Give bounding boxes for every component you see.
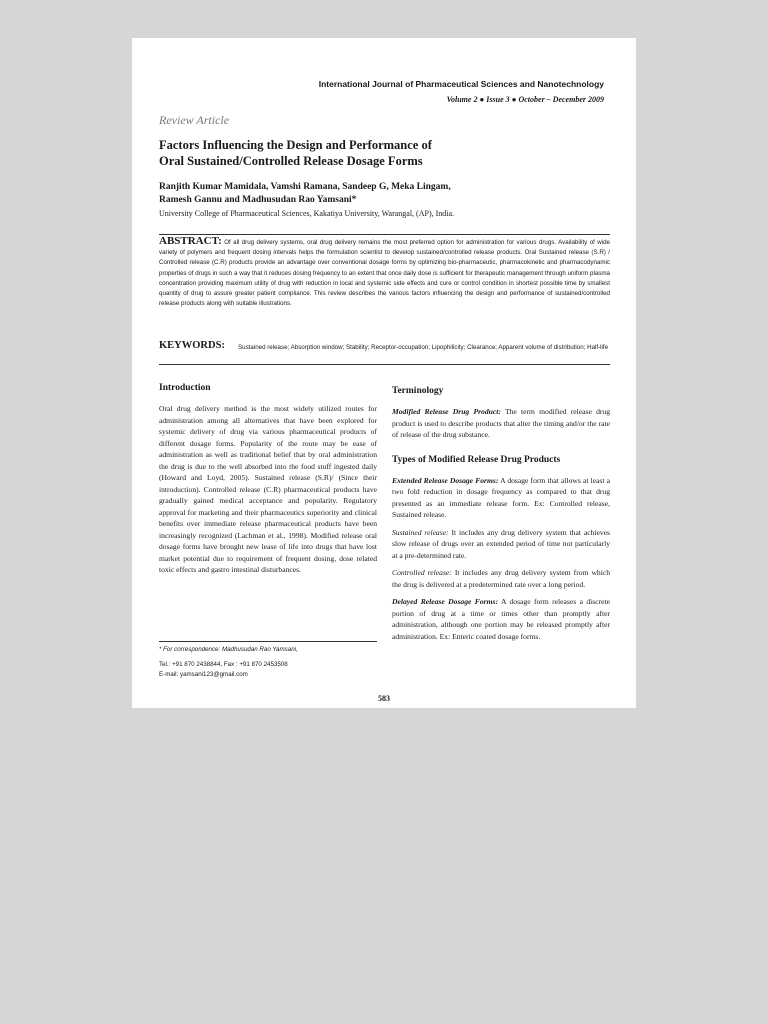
article-type: Review Article bbox=[159, 113, 230, 127]
delayed-paragraph bbox=[392, 596, 610, 642]
footnote-email: E-mail: yamsani123@gmail.com bbox=[159, 671, 248, 678]
footnote-correspondence: * For correspondence: Madhusudan Rao Yamsani, bbox=[159, 646, 298, 653]
keywords-bottom-rule bbox=[159, 364, 610, 365]
controlled-term: Controlled release: bbox=[392, 568, 452, 577]
mrdp-text: The term modified release drug product is used to describe products that alter the timing and/or the rate of release of the drug substance. bbox=[392, 407, 610, 439]
title-line-2: Oral Sustained/Controlled Release Dosage Forms bbox=[159, 154, 423, 168]
mrdp-paragraph bbox=[392, 406, 610, 441]
left-column bbox=[159, 383, 377, 576]
paper-page bbox=[132, 38, 636, 708]
delayed-text: A dosage form releases a discrete portion of drug at a time or times other than promptly after administration, although one portion may be released promptly after administration. Ex: Enteric coated dosage forms. bbox=[392, 597, 610, 641]
author-list bbox=[159, 181, 451, 207]
introduction-text: Oral drug delivery method is the most widely utilized routes for administration among all alternatives that have been explored for systemic delivery of drug via various pharmaceutical products of different dosage forms. Popularity of the route may be ease of administration as well as traditional belief that by oral administration the drug is due to the well absorbed into the food stuff ingested daily (Howard and Loyd, 2005). Sustained release (S.R)/ (Since their introduction). Controlled release (C.R) pharmaceutical products have gradually gained medical acceptance and popularity. Regulatory approval for marketing and their pharmaceutics superiority and clinical benefits over immediate release pharmaceutical products have been increasingly recognized (Lachman et al., 1998). Modified release oral dosage forms have brought new lease of life into drugs that have lost market potential due to requirement of frequent dosing, dose related toxic effects and gastro intestinal disturbances. bbox=[159, 404, 377, 574]
journal-name: International Journal of Pharmaceutical Sciences and Nanotechnology bbox=[318, 79, 604, 89]
authors-line-2: Ramesh Gannu and Madhusudan Rao Yamsani* bbox=[159, 195, 357, 205]
abstract-top-rule bbox=[159, 234, 610, 235]
correspondence-footnote bbox=[159, 641, 377, 681]
footnote-phone: Tel.: +91 870 2438844, Fax : +91 870 2453508 bbox=[159, 660, 288, 668]
extended-term: Extended Release Dosage Forms: bbox=[392, 475, 499, 485]
article-title bbox=[159, 137, 432, 169]
abstract-text: Of all drug delivery systems, oral drug delivery remains the most preferred option for administration for various drugs. Availability of wide variety of polymers and frequent dosing intervals helps the formulation scientist to develop sustained/controlled release products. Oral Sustained release (S.R) / Controlled release (C.R) products provide an advantage over conventional dosage forms by optimizing bio-pharmaceutic, pharmacokinetic and pharmacodynamic properties of drugs in such a way that it reduces dosing frequency to an extent that once daily dose is sufficient for therapeutic management through uniform plasma concentration providing maximum utility of drug with reduction in local and systemic side effects and cure or control condition in shortest possible time by smallest quantity of drug to assure greater patient compliance. This review describes the various factors influencing the design and performance of sustained/controlled release products along with suitable illustrations. bbox=[159, 239, 610, 308]
sustained-text: It includes any drug delivery system that achieves slow release of drugs over an extended period of time not particularly at a pre-determined rate. bbox=[392, 527, 610, 560]
title-line-1: Factors Influencing the Design and Performance of bbox=[159, 138, 432, 152]
right-column bbox=[392, 386, 610, 648]
delayed-term: Delayed Release Dosage Forms: bbox=[392, 597, 498, 606]
controlled-text: It includes any drug delivery system from which the drug is delivered at a predetermined rate over a long period. bbox=[392, 568, 610, 589]
journal-volume: Volume 2 ● Issue 3 ● October – December 2009 bbox=[446, 95, 604, 104]
footnote-rule bbox=[159, 641, 377, 642]
terminology-heading: Terminology bbox=[392, 386, 444, 396]
keywords-text: Sustained release; Absorption window; Stability; Receptor-occupation; Lipophilicity; Clearance; Apparent volume of distribution; Half-life bbox=[238, 344, 609, 351]
keywords-label: KEYWORDS: bbox=[159, 340, 225, 351]
page-number: 583 bbox=[378, 694, 390, 703]
affiliation: University College of Pharmaceutical Sciences, Kakatiya University, Warangal, (AP), India. bbox=[159, 209, 455, 218]
mrdp-term: Modified Release Drug Product: bbox=[392, 407, 501, 416]
extended-text: A dosage form that allows at least a two fold reduction in dosage frequency as compared to that drug presented as an immediate release form. Ex: Controlled release, Sustained release. bbox=[392, 475, 610, 519]
authors-line-1: Ranjith Kumar Mamidala, Vamshi Ramana, Sandeep G, Meka Lingam, bbox=[159, 182, 451, 192]
controlled-paragraph bbox=[392, 567, 610, 590]
abstract-label: ABSTRACT: bbox=[159, 235, 222, 247]
sustained-paragraph bbox=[392, 527, 610, 562]
sustained-term: Sustained release: bbox=[392, 527, 449, 537]
abstract bbox=[159, 236, 610, 309]
types-heading: Types of Modified Release Drug Products bbox=[392, 454, 561, 465]
introduction-heading: Introduction bbox=[159, 383, 211, 393]
extended-paragraph bbox=[392, 475, 610, 521]
